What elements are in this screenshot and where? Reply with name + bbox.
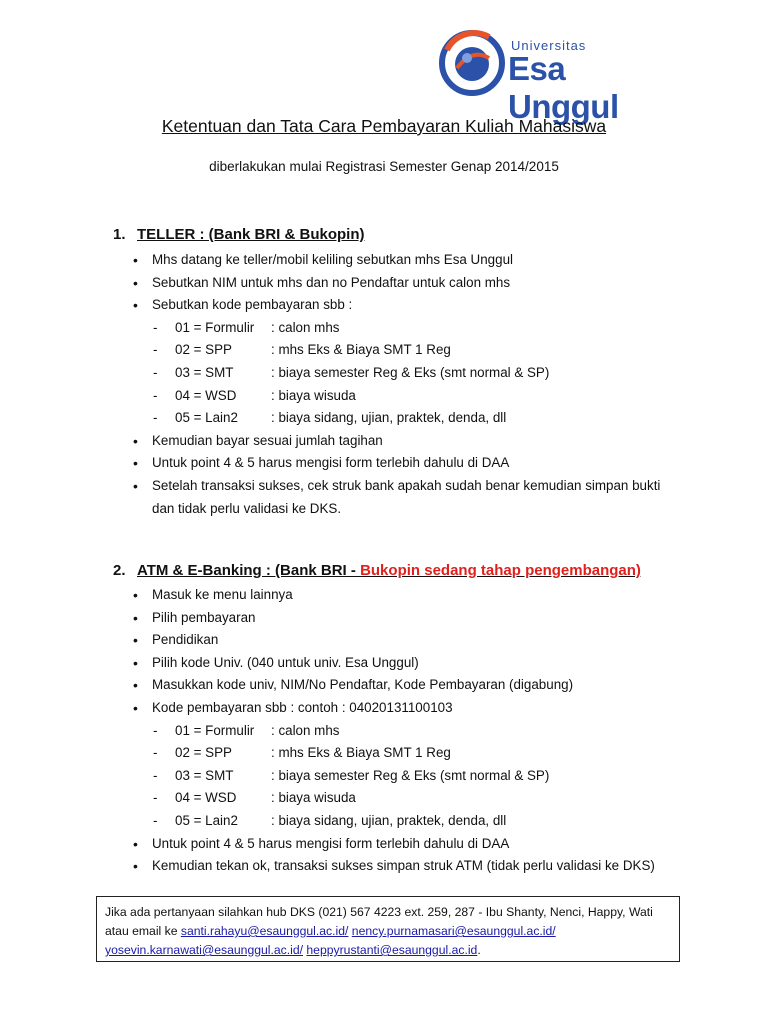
payment-code-row: - 05 = Lain2 : biaya sidang, ujian, praktek, denda, dll <box>153 410 507 426</box>
contact-line-1: Jika ada pertanyaan silahkan hub DKS (021) 567 4223 ext. 259, 287 - Ibu Shanty, Nenci, Happy, Wati <box>105 905 653 919</box>
list-item: • Kode pembayaran sbb : contoh : 04020131100103 <box>133 697 655 720</box>
list-item: • Kemudian bayar sesuai jumlah tagihan <box>133 430 682 453</box>
section-2-title-red: Bukopin sedang tahap pengembangan) <box>360 562 641 579</box>
section-1-heading <box>113 226 365 243</box>
list-item: • Sebutkan kode pembayaran sbb : <box>133 294 682 317</box>
section-1-title: TELLER : (Bank BRI & Bukopin) <box>137 226 365 243</box>
email-link-santi[interactable]: santi.rahayu@esaunggul.ac.id/ <box>180 924 349 938</box>
email-link-yosevin[interactable]: yosevin.karnawati@esaunggul.ac.id/ <box>105 943 304 957</box>
section-2-list <box>133 584 655 878</box>
payment-code-row: - 03 = SMT : biaya semester Reg & Eks (smt normal & SP) <box>153 364 550 380</box>
payment-code-row: - 03 = SMT : biaya semester Reg & Eks (smt normal & SP) <box>153 767 550 783</box>
list-item: • Untuk point 4 & 5 harus mengisi form terlebih dahulu di DAA <box>133 833 655 856</box>
contact-box <box>96 896 680 962</box>
payment-code-row: - 05 = Lain2 : biaya sidang, ujian, praktek, denda, dll <box>153 812 507 828</box>
logo-name-text: Esa Unggul <box>508 50 619 125</box>
section-1-number: 1. <box>113 226 126 243</box>
payment-code-row: - 04 = WSD : biaya wisuda <box>153 387 356 403</box>
list-item: • Masuk ke menu lainnya <box>133 584 655 607</box>
section-2-heading <box>113 562 641 579</box>
email-link-heppy[interactable]: heppyrustanti@esaunggul.ac.id <box>306 943 478 957</box>
globe-logo-icon <box>437 28 507 96</box>
payment-code-row: - 01 = Formulir : calon mhs <box>153 722 340 738</box>
list-item: • Kemudian tekan ok, transaksi sukses simpan struk ATM (tidak perlu validasi ke DKS) <box>133 855 655 878</box>
list-item: • Pilih pembayaran <box>133 607 655 630</box>
email-link-nency[interactable]: nency.purnamasari@esaunggul.ac.id/ <box>351 924 556 938</box>
section-2-number: 2. <box>113 562 126 579</box>
page-subtitle: diberlakukan mulai Registrasi Semester Genap 2014/2015 <box>209 159 559 174</box>
payment-code-row: - 02 = SPP : mhs Eks & Biaya SMT 1 Reg <box>153 745 451 761</box>
contact-line-3: yosevin.karnawati@esaunggul.ac.id/ heppyrustanti@esaunggul.ac.id. <box>105 943 481 957</box>
section-2-title: ATM & E-Banking : (Bank BRI - Bukopin sedang tahap pengembangan) <box>137 562 641 579</box>
list-item: • Masukkan kode univ, NIM/No Pendaftar, Kode Pembayaran (digabung) <box>133 674 655 697</box>
contact-line-2: atau email ke santi.rahayu@esaunggul.ac.id/ nency.purnamasari@esaunggul.ac.id/ <box>105 924 556 938</box>
logo-universitas-text: Universitas <box>511 38 587 53</box>
list-item: • Untuk point 4 & 5 harus mengisi form terlebih dahulu di DAA <box>133 452 682 475</box>
section-1-list <box>133 249 682 520</box>
payment-code-row: - 02 = SPP : mhs Eks & Biaya SMT 1 Reg <box>153 342 451 358</box>
list-item: • Sebutkan NIM untuk mhs dan no Pendaftar untuk calon mhs <box>133 272 682 295</box>
list-item: • Mhs datang ke teller/mobil keliling sebutkan mhs Esa Unggul <box>133 249 682 272</box>
university-logo <box>437 28 682 125</box>
payment-code-row: - 01 = Formulir : calon mhs <box>153 319 340 335</box>
list-item: • Pilih kode Univ. (040 untuk univ. Esa Unggul) <box>133 652 655 675</box>
list-item: • Setelah transaksi sukses, cek struk bank apakah sudah benar kemudian simpan bukti dan tidak perlu validasi ke DKS. <box>133 475 682 520</box>
list-item: • Pendidikan <box>133 629 655 652</box>
payment-code-row: - 04 = WSD : biaya wisuda <box>153 790 356 806</box>
page-title: Ketentuan dan Tata Cara Pembayaran Kuliah Mahasiswa <box>161 116 607 136</box>
